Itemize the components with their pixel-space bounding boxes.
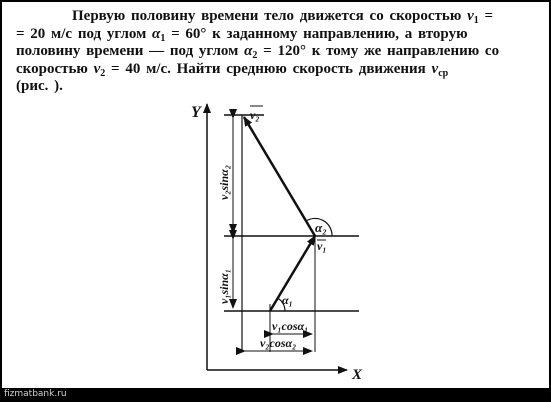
problem-line-5: (рис. ). — [16, 78, 63, 94]
subscript: 2 — [252, 50, 258, 61]
subscript: 1 — [473, 15, 479, 26]
problem-line-3-text: половину времени — под углом — [16, 43, 245, 59]
subscript: ср — [438, 67, 449, 79]
problem-line-1-text: Первую половину времени тело движется со скоростью — [72, 8, 468, 24]
subscript: 2 — [100, 67, 106, 79]
vector-v2 — [244, 117, 315, 236]
page — [2, 2, 549, 388]
problem-line-2-end: = 60° к заданному направлению, а вторую — [165, 25, 468, 42]
problem-line-1-end: = — [478, 8, 494, 24]
v1cos-label: v₁cosα₁ — [272, 319, 309, 333]
vector-v2-label: v₂ — [250, 108, 260, 122]
var-alpha: α — [244, 43, 253, 59]
subscript: 1 — [160, 32, 166, 44]
var-v: v — [467, 8, 474, 24]
problem-line-2-text: = 20 м/с под углом — [16, 25, 153, 42]
angle-alpha1-label: α₁ — [282, 293, 293, 307]
x-axis-label: X — [352, 367, 363, 383]
var-alpha: α — [152, 25, 161, 42]
v2sin-label: v₂sinα₂ — [217, 164, 231, 200]
angle-alpha2-label: α₂ — [315, 220, 327, 235]
var-v: v — [431, 60, 439, 77]
var-v: v — [93, 60, 101, 77]
v2cos-label: v₂cosα₂ — [260, 336, 297, 350]
problem-line-3-end: = 120° к тому же направлению со — [257, 43, 500, 59]
v1sin-label: v₁sinα₁ — [217, 268, 231, 304]
problem-line-4-text: скоростью — [16, 60, 94, 77]
y-axis-label: Y — [191, 104, 201, 121]
problem-line-4-mid: = 40 м/с. Найти среднюю скорость движения — [105, 60, 432, 77]
vector-v1-label: v₁ — [317, 239, 327, 253]
watermark: fizmatbank.ru — [4, 389, 67, 399]
vector-diagram — [2, 2, 549, 388]
